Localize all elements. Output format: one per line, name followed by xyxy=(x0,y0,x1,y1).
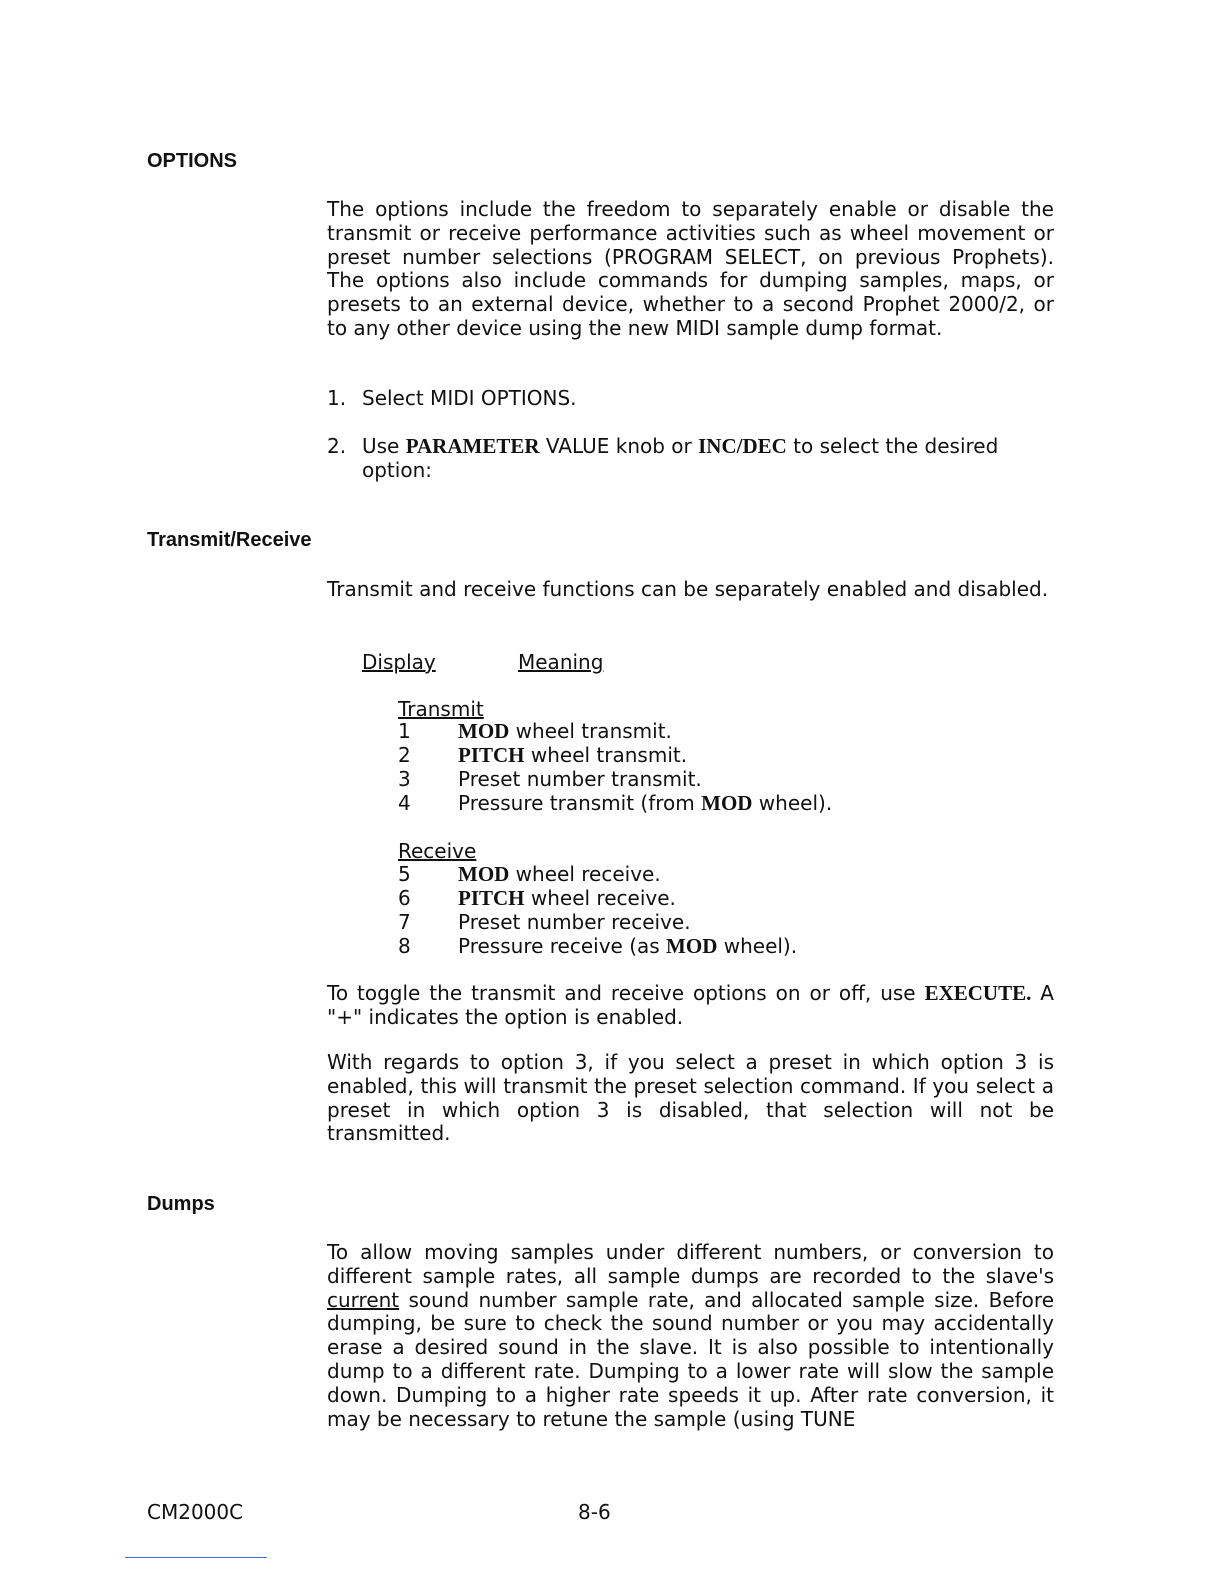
section-heading-transmit-receive: Transmit/Receive xyxy=(147,529,312,551)
execute-keyword: EXECUTE. xyxy=(924,981,1032,1005)
current-underlined-word: current xyxy=(327,1287,400,1312)
options-intro-paragraph: The options include the freedom to separately enable or disable the transmit or receive performance activities such as wheel movement or preset number selections (PROGRAM SELECT, on previous Prophets). The options also include commands for dumping samples, maps, or presets to an external device, whether to a second Prophet 2000/2, or to any other device using the new MIDI sample dump format. xyxy=(327,197,1054,340)
dumps-paragraph: To allow moving samples under different numbers, or conversion to different sample rates, all sample dumps are recorded to the slave's current sound number sample rate, and allocated sample size. Before dumping, be sure to check the sound number or you may accidentally erase a desired sound in the slave. It is also possible to intentionally dump to a different rate. Dumping to a lower rate will slow the sample down. Dumping to a higher rate speeds it up. After rate conversion, it may be necessary to retune the sample (using TUNE xyxy=(327,1240,1054,1431)
step-2 xyxy=(327,435,1054,483)
step-1-text: Select MIDI OPTIONS. xyxy=(362,386,577,410)
footer-page-number: 8-6 xyxy=(578,1500,611,1524)
receive-subheading: Receive xyxy=(398,839,477,863)
bottom-divider xyxy=(125,1557,267,1558)
toggle-instructions-paragraph: To toggle the transmit and receive options on or off, use EXECUTE. A "+" indicates the option is enabled. xyxy=(327,981,1054,1029)
section-heading-options: OPTIONS xyxy=(147,150,238,172)
footer-doc-id: CM2000C xyxy=(147,1500,244,1524)
parameter-keyword: PARAMETER xyxy=(405,434,540,458)
option3-note-paragraph: With regards to option 3, if you select a preset in which option 3 is enabled, this will transmit the preset selection command. If you select a preset in which option 3 is disabled, that selection will not be transmitted. xyxy=(327,1050,1054,1146)
column-header-meaning: Meaning xyxy=(518,650,604,674)
column-header-display: Display xyxy=(362,650,436,674)
step-2-text: Use PARAMETER VALUE knob or INC/DEC to select the desired option: xyxy=(362,434,999,482)
section-heading-dumps: Dumps xyxy=(147,1193,215,1215)
step-1 xyxy=(327,387,1054,411)
transmit-receive-intro: Transmit and receive functions can be separately enabled and disabled. xyxy=(327,577,1049,601)
transmit-subheading: Transmit xyxy=(398,697,484,721)
inc-dec-keyword: INC/DEC xyxy=(698,434,787,458)
step-1-number: 1. xyxy=(327,386,347,410)
step-2-number: 2. xyxy=(327,434,347,458)
